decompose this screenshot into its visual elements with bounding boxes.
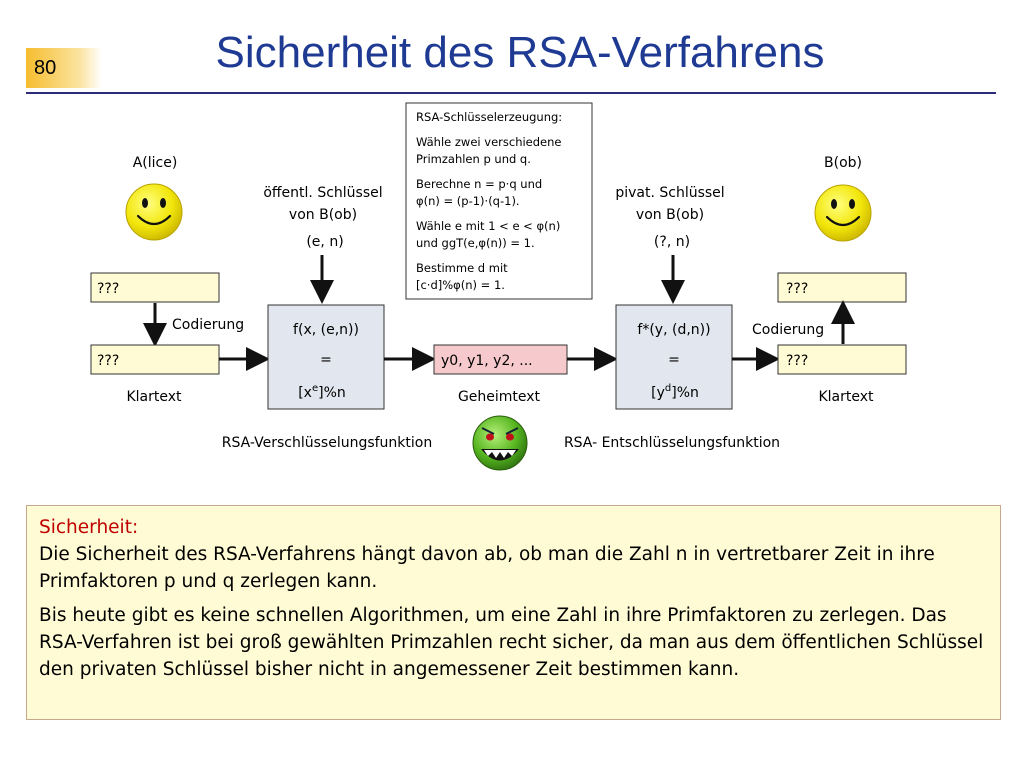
alice-plaintext-label: Klartext <box>126 389 182 405</box>
private-key-label-1: pivat. Schlüssel <box>615 185 725 201</box>
security-info-box <box>26 505 1001 720</box>
bob-coding-label: Codierung <box>752 322 825 338</box>
keygen-step1-a: Wähle zwei verschiedene <box>416 135 562 149</box>
keygen-step4-a: Bestimme d mit <box>416 261 508 275</box>
key-generation-box <box>406 103 592 299</box>
encrypt-caption: RSA-Verschlüsselungsfunktion <box>221 435 433 451</box>
public-key-label-1: öffentl. Schlüssel <box>263 185 383 201</box>
page-title: Sicherheit des RSA-Verfahrens <box>215 28 825 77</box>
security-paragraph-1: Die Sicherheit des RSA-Verfahrens hängt davon ab, ob man die Zahl n in vertretbarer Zeit in ihre Primfaktoren p und q zerlegen kann. <box>39 544 935 592</box>
keygen-step1-b: Primzahlen p und q. <box>416 152 531 166</box>
keygen-step2-a: Berechne n = p·q und <box>416 177 543 191</box>
keygen-step2-b: φ(n) = (p-1)·(q-1). <box>416 194 520 208</box>
alice-coding-label: Codierung <box>172 317 245 333</box>
decrypt-func-line1: f*(y, (d,n)) <box>637 322 711 338</box>
encrypt-func-line2: = <box>320 352 332 368</box>
bob-plaintext-label: Klartext <box>818 389 874 405</box>
bob-label: B(ob) <box>824 155 862 171</box>
encrypt-func-line1: f(x, (e,n)) <box>293 322 359 338</box>
private-key-value: (?, n) <box>653 234 691 250</box>
public-key-label-2: von B(ob) <box>288 207 358 223</box>
keygen-title: RSA-Schlüsselerzeugung: <box>416 110 563 124</box>
evil-face-icon <box>473 416 527 470</box>
decrypt-func-line2: = <box>668 352 680 368</box>
public-key-value: (e, n) <box>306 234 344 250</box>
encrypt-func-line3: $[x^e]\%n$ <box>298 383 346 401</box>
decrypt-func-line3: $[y^d]\%n$ <box>651 383 699 401</box>
slide-number: 80 <box>26 48 102 88</box>
security-heading: Sicherheit: <box>39 517 139 538</box>
keygen-step4-b: [c·d]%φ(n) = 1. <box>416 278 505 292</box>
alice-smiley-icon <box>126 184 182 240</box>
ciphertext-label: Geheimtext <box>457 389 541 405</box>
decrypt-caption: RSA- Entschlüsselungsfunktion <box>563 435 781 451</box>
alice-unknown-bottom: ??? <box>97 353 120 369</box>
keygen-step3-a: Wähle e mit 1 < e < φ(n) <box>416 219 561 233</box>
alice-unknown-top: ??? <box>97 281 120 297</box>
bob-unknown-bottom: ??? <box>786 353 809 369</box>
ciphertext-value: y0, y1, y2, ... <box>441 353 533 369</box>
bob-unknown-top: ??? <box>786 281 809 297</box>
bob-smiley-icon <box>815 185 871 241</box>
alice-label: A(lice) <box>132 155 178 171</box>
private-key-label-2: von B(ob) <box>635 207 705 223</box>
security-paragraph-2: Bis heute gibt es keine schnellen Algorithmen, um eine Zahl in ihre Primfaktoren zu zerlegen. Das RSA-Verfahren ist bei groß gewählten Primzahlen recht sicher, da man aus dem öffentlichen Schlüssel den privaten Schlüssel bisher nicht in angemessener Zeit bestimmen kann. <box>39 605 984 680</box>
keygen-step3-b: und ggT(e,φ(n)) = 1. <box>416 236 535 250</box>
